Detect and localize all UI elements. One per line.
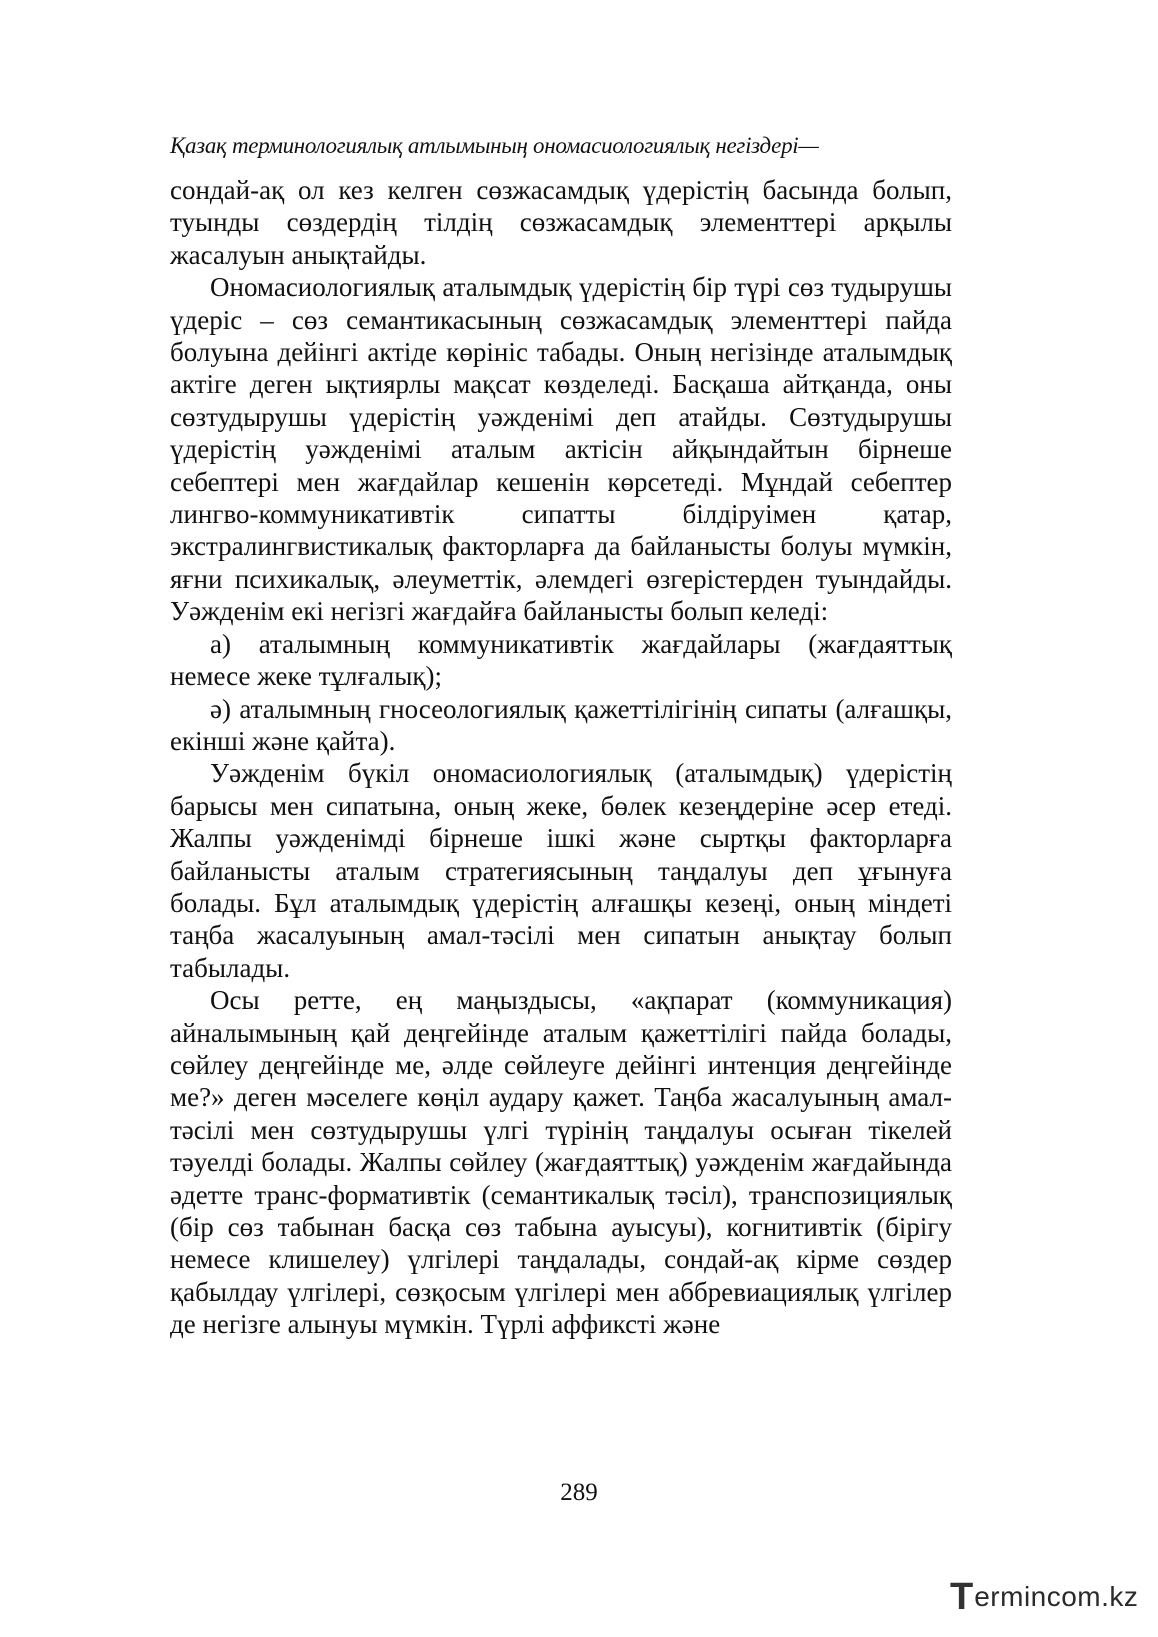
paragraph-continuation: сондай-ақ ол кез келген сөзжасамдық үдерістің басында болып, туынды сөздердің тілдің сөзжасамдық элементтері арқылы жасалуын анықтайды. — [170, 175, 952, 270]
list-item-a: а) аталымның коммуникативтік жағдайлары (жағдаяттық немесе жеке тұлғалық); — [170, 628, 952, 692]
termincom-watermark-logo — [950, 1575, 1138, 1619]
list-item-ae: ә) аталымның гносеологиялық қажеттілігінің сипаты (алғашқы, екінші және қайта). — [170, 693, 952, 756]
running-header: Қазақ терминологиялық атлымының ономасиологиялық негіздері— — [170, 133, 819, 158]
paragraph: Осы ретте, ең маңыздысы, «ақпарат (коммуникация) айналымының қай деңгейінде аталым қажеттілігі пайда болады, сөйлеу деңгейінде ме, әлде сөйлеуге дейінгі интенция деңгейінде ме?» деген мәселеге көңіл аудару қажет. Таңба жасалуының амал-тәсілі мен сөзтудырушы үлгі түрінің таңдалуы осыған тікелей тәуелді болады. Жалпы сөйлеу (жағдаяттық) уәжденім жағдайында әдетте транс-формативтік (семантикалық тәсіл), транспозициялық (бір сөз табынан басқа сөз табына ауысуы), когнитивтік (бірігу немесе клишелеу) үлгілері таңдалады, сондай-ақ кірме сөздер қабылдау үлгілері, сөзқосым үлгілері мен аббревиациялық үлгілер де негізге алынуы мүмкін. Түрлі аффиксті және — [170, 985, 952, 1340]
watermark-initial: T — [950, 1576, 974, 1618]
watermark-text: ermincom.kz — [974, 1581, 1139, 1612]
paragraph: Уәжденім бүкіл ономасиологиялық (аталымдық) үдерістің барысы мен сипатына, оның жеке, бөлек кезеңдеріне әсер етеді. Жалпы уәжденімді бірнеше ішкі және сыртқы факторларға байланысты аталым стратегиясының таңдалуы деп ұғынуға болады. Бұл аталымдық үдерістің алғашқы кезеңі, оның міндеті таңба жасалуының амал-тәсілі мен сипатын анықтау болып табылады. — [170, 758, 952, 983]
body-text — [170, 174, 952, 1341]
paragraph: Ономасиологиялық аталымдық үдерістің бір түрі сөз тудырушы үдеріс – сөз семантикасының сөзжасамдық элементтері пайда болуына дейінгі актіде көрініс табады. Оның негізінде аталымдық актіге деген ықтиярлы мақсат көзделеді. Басқаша айтқанда, оны сөзтудырушы үдерістің уәжденімі деп атайды. Сөзтудырушы үдерістің уәжденімі аталым актісін айқындайтын бірнеше себептері мен жағдайлар кешенін көрсетеді. Мұндай себептер лингво-коммуникативтік сипатты білдіруімен қатар, экстралингвистикалық факторларға да байланысты болуы мүмкін, яғни психикалық, әлеуметтік, әлемдегі өзгерістерден туындайды. Уәжденім екі негізгі жағдайға байланысты болып келеді: — [170, 272, 952, 627]
page-number: 289 — [560, 1479, 598, 1506]
